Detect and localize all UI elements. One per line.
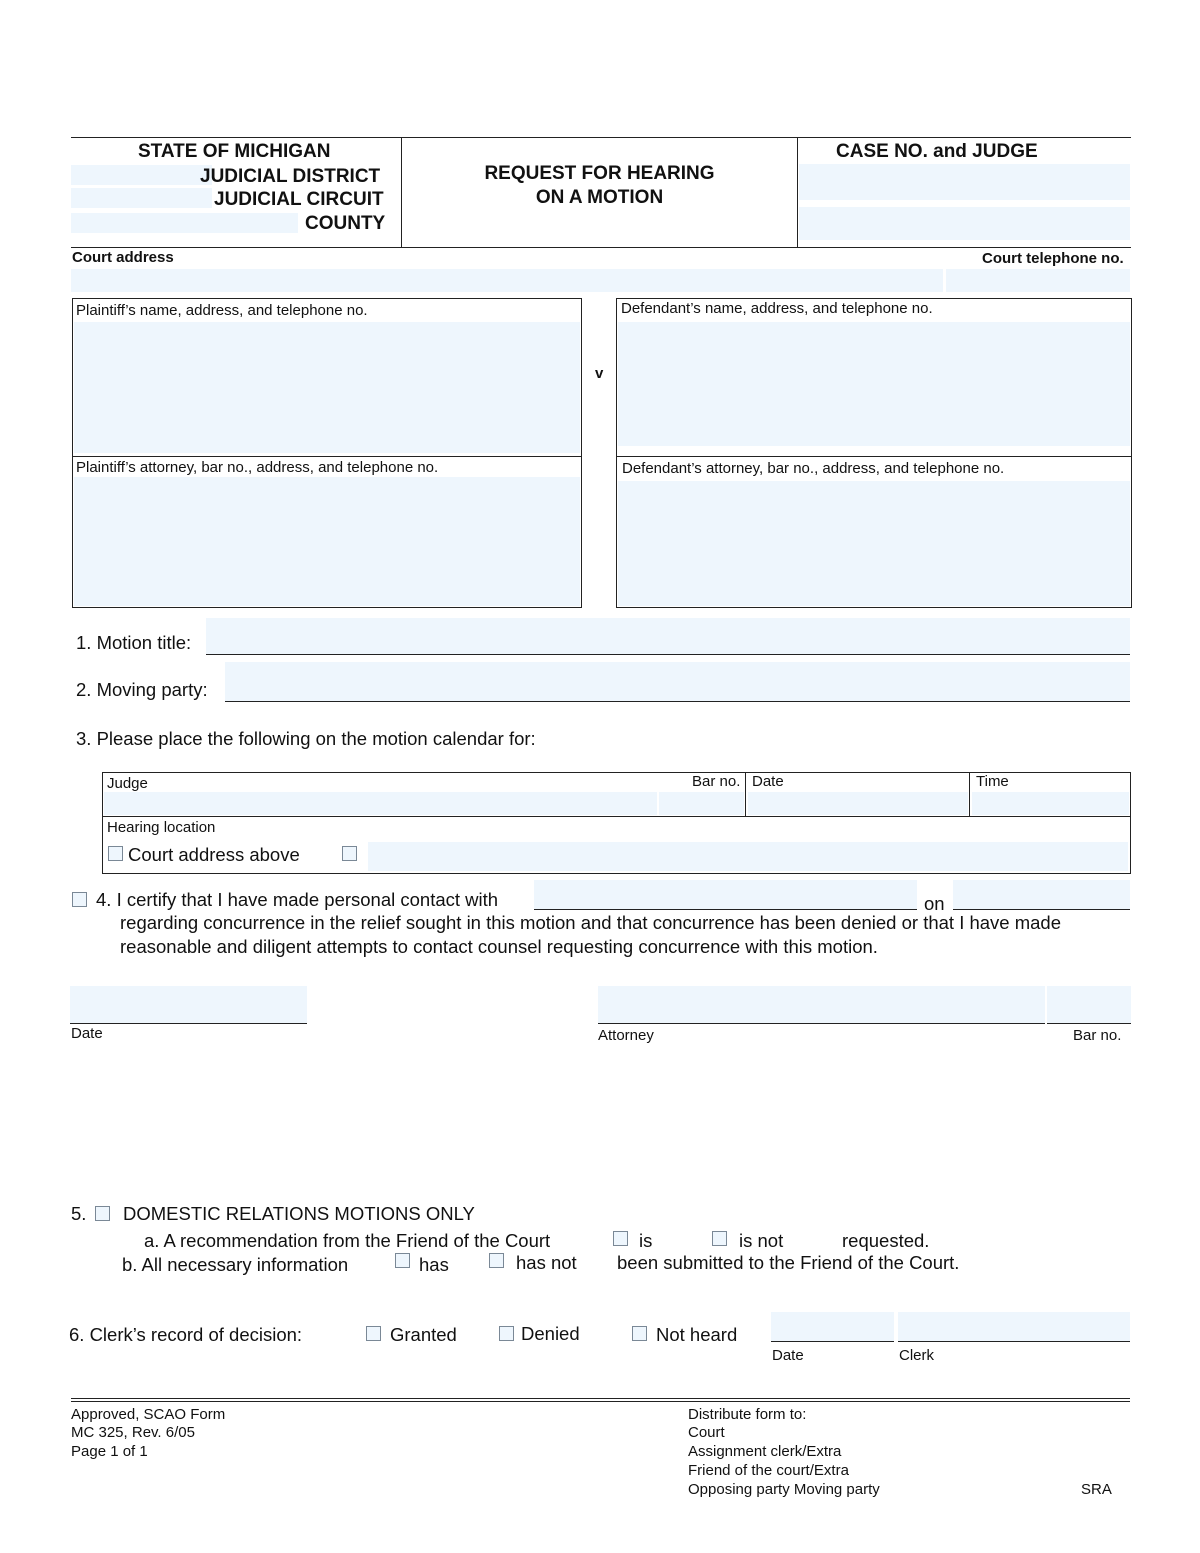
attorney-signature-field[interactable]: [598, 986, 1045, 1024]
has-not-label: has not: [516, 1252, 577, 1273]
case-no-label: CASE NO. and JUDGE: [836, 141, 1038, 162]
clerk-record-label: 6. Clerk’s record of decision:: [69, 1324, 303, 1345]
date-label: Date: [752, 773, 784, 790]
district-label: JUDICIAL DISTRICT: [200, 166, 381, 187]
is-label: is: [639, 1230, 653, 1251]
certify-line3: reasonable and diligent attempts to contact counsel requesting concurrence with this motion.: [120, 936, 878, 957]
clerk-name-field[interactable]: [898, 1312, 1130, 1342]
clerk-date-label: Date: [772, 1347, 804, 1364]
hearing-date-field[interactable]: [748, 792, 968, 815]
page-number: Page 1 of 1: [71, 1443, 148, 1460]
granted-checkbox[interactable]: [366, 1326, 381, 1341]
denied-label: Denied: [521, 1323, 580, 1344]
court-address-field[interactable]: [71, 269, 943, 292]
denied-checkbox[interactable]: [499, 1326, 514, 1341]
judge-field-calendar[interactable]: [104, 792, 657, 815]
certify-line2: regarding concurrence in the relief sought in this motion and that concurrence has been denied or that I have made: [120, 912, 1062, 933]
signature-date-label: Date: [71, 1025, 103, 1042]
has-checkbox[interactable]: [395, 1253, 410, 1268]
requested-label: requested.: [842, 1230, 930, 1251]
defendant-label: Defendant’s name, address, and telephone no.: [621, 300, 933, 317]
is-not-checkbox[interactable]: [712, 1231, 727, 1246]
judge-field[interactable]: [799, 207, 1130, 240]
is-not-label: is not: [739, 1230, 784, 1251]
moving-party-label: 2. Moving party:: [76, 679, 208, 700]
form-title-line1: REQUEST FOR HEARING: [484, 163, 715, 184]
attorney-bar-no-field[interactable]: [1047, 986, 1131, 1024]
distribute-parties: Opposing party Moving party: [688, 1481, 880, 1498]
certify-line1: 4. I certify that I have made personal contact with: [96, 889, 499, 910]
clerk-name-label: Clerk: [899, 1347, 935, 1364]
court-telephone-label: Court telephone no.: [982, 250, 1124, 267]
distribute-heading: Distribute form to:: [688, 1406, 807, 1423]
county-label: COUNTY: [305, 213, 386, 234]
has-label: has: [419, 1254, 449, 1275]
clerk-date-field[interactable]: [771, 1312, 894, 1342]
court-address-label: Court address: [72, 249, 174, 266]
circuit-field[interactable]: [71, 188, 212, 208]
form-code: SRA: [1081, 1481, 1112, 1498]
moving-party-field[interactable]: [225, 662, 1130, 702]
defendant-attorney-field[interactable]: [618, 481, 1130, 606]
approved-text: Approved, SCAO Form: [71, 1406, 226, 1423]
plaintiff-field[interactable]: [74, 322, 580, 453]
domestic-title: DOMESTIC RELATIONS MOTIONS ONLY: [123, 1203, 475, 1224]
attorney-bar-no-label: Bar no.: [1073, 1027, 1122, 1044]
bar-no-label: Bar no.: [692, 773, 741, 790]
calendar-label: 3. Please place the following on the motion calendar for:: [76, 728, 536, 749]
not-heard-checkbox[interactable]: [632, 1326, 647, 1341]
distribute-friend: Friend of the court/Extra: [688, 1462, 849, 1479]
motion-title-field[interactable]: [206, 618, 1130, 655]
versus-label: v: [595, 365, 604, 382]
motion-title-label: 1. Motion title:: [76, 632, 192, 653]
distribute-assignment: Assignment clerk/Extra: [688, 1443, 842, 1460]
time-label: Time: [976, 773, 1009, 790]
recommendation-text: a. A recommendation from the Friend of the Court: [144, 1230, 551, 1251]
other-location-field[interactable]: [368, 842, 1128, 871]
distribute-court: Court: [688, 1424, 725, 1441]
plaintiff-attorney-label: Plaintiff’s attorney, bar no., address, and telephone no.: [76, 459, 439, 476]
district-field[interactable]: [71, 165, 212, 185]
court-telephone-field[interactable]: [946, 269, 1130, 292]
court-address-above-label: Court address above: [128, 844, 300, 865]
has-not-checkbox[interactable]: [489, 1253, 504, 1268]
state-heading: STATE OF MICHIGAN: [138, 141, 331, 162]
case-no-field[interactable]: [799, 164, 1130, 200]
contact-name-field[interactable]: [534, 880, 917, 910]
attorney-label: Attorney: [598, 1027, 654, 1044]
signature-date-field[interactable]: [70, 986, 307, 1024]
court-address-above-checkbox[interactable]: [108, 846, 123, 861]
hearing-time-field[interactable]: [972, 792, 1129, 815]
information-text: b. All necessary information: [122, 1254, 349, 1275]
hearing-location-label: Hearing location: [107, 819, 216, 836]
certify-checkbox[interactable]: [72, 892, 87, 907]
county-field[interactable]: [71, 213, 298, 233]
form-title-line2: ON A MOTION: [535, 187, 664, 208]
domestic-checkbox[interactable]: [95, 1206, 110, 1221]
form-number: MC 325, Rev. 6/05: [71, 1424, 195, 1441]
defendant-attorney-label: Defendant’s attorney, bar no., address, and telephone no.: [622, 460, 1005, 477]
is-checkbox[interactable]: [613, 1231, 628, 1246]
other-location-checkbox[interactable]: [342, 846, 357, 861]
granted-label: Granted: [390, 1324, 457, 1345]
domestic-number: 5.: [71, 1203, 87, 1224]
circuit-label: JUDICIAL CIRCUIT: [214, 189, 384, 210]
plaintiff-attorney-field[interactable]: [74, 477, 580, 606]
contact-date-field[interactable]: [953, 880, 1130, 910]
defendant-field[interactable]: [618, 322, 1130, 446]
submitted-label: been submitted to the Friend of the Court.: [617, 1252, 960, 1273]
judge-label: Judge: [107, 775, 148, 792]
plaintiff-label: Plaintiff’s name, address, and telephone no.: [76, 302, 368, 319]
not-heard-label: Not heard: [656, 1324, 738, 1345]
judge-bar-no-field[interactable]: [659, 792, 744, 815]
certify-on-label: on: [924, 893, 945, 914]
